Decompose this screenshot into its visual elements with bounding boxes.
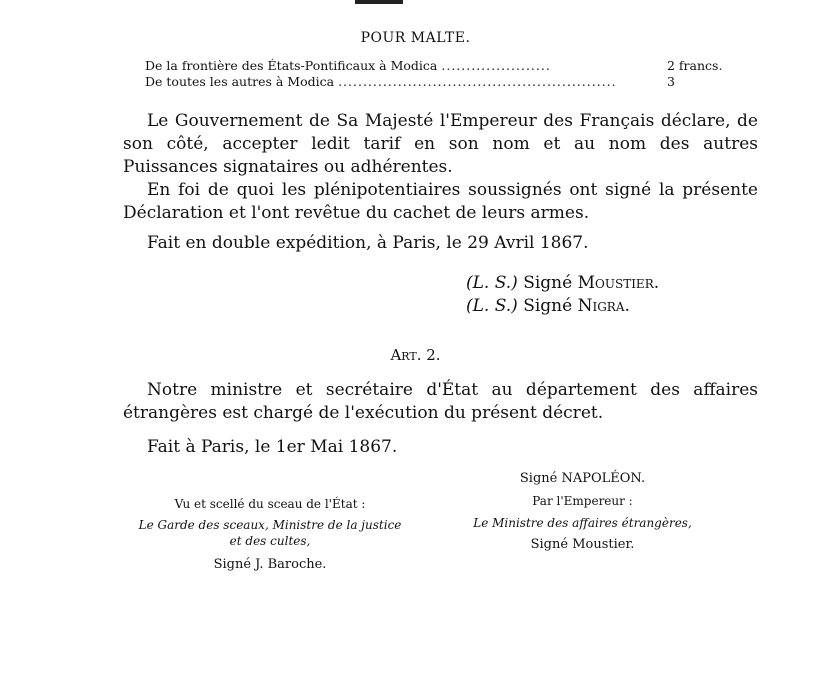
tariff-leader: ...................... [441,58,551,73]
justice-signature-block [120,493,420,577]
seal-mark: (L. S.) [466,296,518,316]
tariff-label: De toutes les autres à Modica [145,74,335,89]
signature-line [466,273,659,293]
paragraph-issued: Fait à Paris, le 1er Mai 1867. [147,437,398,457]
seal-note: Vu et scellé du sceau de l'État : [174,497,366,511]
paragraph-witness: En foi de quoi les plénipotentiaires soussignés ont signé la présente Déclaration et l'ont revêtue du cachet de leurs armes. [123,180,758,223]
tariff-label: De la frontière des États-Pontificaux à Modica [145,58,438,73]
paragraph-decree: Notre ministre et secrétaire d'État au département des affaires étrangères est chargé de l'exécution du présent décret. [123,380,758,423]
tariff-value: 3 [667,74,675,89]
paragraph-dated: Fait en double expédition, à Paris, le 29 Avril 1867. [147,233,589,253]
minister-role: Le Ministre des affaires étrangères, [473,516,692,530]
seal-mark: (L. S.) [466,273,518,293]
declaration-text [123,110,758,225]
tariff-leader: ........................................................ [338,74,617,89]
tariff-value: 2 francs. [667,58,723,73]
emperor-signature-block [470,468,695,556]
emperor-signature: Signé NAPOLÉON. [519,471,646,486]
paragraph-declaration: Le Gouvernement de Sa Majesté l'Empereur des Français déclare, de son côté, accepter ledit tarif en son nom et au nom des autres Puissances signataires ou adhérentes. [123,111,758,177]
tariff-row [145,58,735,74]
section-heading: POUR MALTE. [360,30,471,46]
signature-line [466,296,630,316]
page-number-remnant [355,0,403,4]
signed-word: Signé [523,296,573,316]
signatory-name: Nigra. [577,296,630,316]
signed-word: Signé [523,273,573,293]
justice-signature: Signé J. Baroche. [213,557,327,572]
article-heading: Art. 2. [390,346,441,364]
signatory-name: Moustier. [577,273,660,293]
justice-role-line2: et des cultes, [229,534,311,548]
by-emperor-label: Par l'Empereur : [532,494,633,508]
tariff-row [145,74,735,90]
minister-signature: Signé Moustier. [530,537,635,552]
justice-role-line1: Le Garde des sceaux, Ministre de la justice [138,518,402,532]
